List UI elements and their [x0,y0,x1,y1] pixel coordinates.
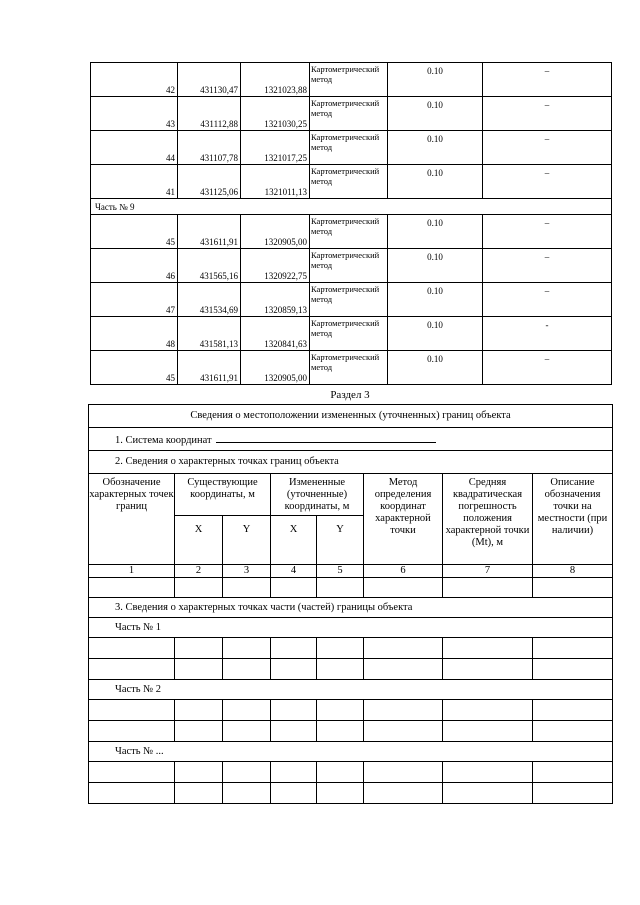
parts-section-label: 3. Сведения о характерных точках части (частей) границы объекта [89,598,613,618]
column-number: 1 [89,565,175,578]
x-coordinate: 431611,91 [178,215,241,249]
coordinate-row [91,283,612,317]
method-cell: Картометрический метод [310,97,388,131]
part-label: Часть № 1 [89,618,613,638]
empty-row [89,659,613,680]
y-coordinate: 1320922,75 [241,249,310,283]
method-cell: Картометрический метод [310,131,388,165]
method-cell: Картометрический метод [310,165,388,199]
section-title: Раздел 3 [330,389,370,401]
part-label: Часть № 2 [89,680,613,700]
x-coordinate: 431130,47 [178,63,241,97]
points-section-label: 2. Сведения о характерных точках границ объекта [89,451,613,474]
point-number: 44 [91,131,178,165]
point-number: 41 [91,165,178,199]
header-x-existing: X [175,516,223,565]
description-cell: – [483,97,612,131]
column-number: 8 [533,565,613,578]
column-number: 2 [175,565,223,578]
header-method: Метод определения координат характерной точки [364,474,443,565]
header-precision: Средняя квадратическая погрешность положения характерной точки (Mt), м [443,474,533,565]
x-coordinate: 431534,69 [178,283,241,317]
precision-cell: 0.10 [388,165,483,199]
empty-row [89,578,613,598]
y-coordinate: 1321023,88 [241,63,310,97]
method-cell: Картометрический метод [310,63,388,97]
method-cell: Картометрический метод [310,317,388,351]
coordinate-row [91,351,612,385]
part-row [91,199,612,215]
x-coordinate: 431125,06 [178,165,241,199]
description-cell: – [483,165,612,199]
y-coordinate: 1320859,13 [241,283,310,317]
point-number: 43 [91,97,178,131]
x-coordinate: 431611,91 [178,351,241,385]
description-cell: - [483,317,612,351]
coordinates-table [90,62,612,385]
method-cell: Картометрический метод [310,249,388,283]
point-number: 45 [91,215,178,249]
coord-system-blank [216,431,436,443]
precision-cell: 0.10 [388,131,483,165]
coordinate-row [91,63,612,97]
precision-cell: 0.10 [388,283,483,317]
column-number: 4 [271,565,317,578]
column-number: 3 [223,565,271,578]
method-cell: Картометрический метод [310,283,388,317]
x-coordinate: 431565,16 [178,249,241,283]
precision-cell: 0.10 [388,351,483,385]
precision-cell: 0.10 [388,63,483,97]
empty-row [89,700,613,721]
x-coordinate: 431112,88 [178,97,241,131]
point-number: 47 [91,283,178,317]
header-y-changed: Y [317,516,364,565]
column-number: 5 [317,565,364,578]
column-number: 7 [443,565,533,578]
coordinate-row [91,97,612,131]
point-number: 48 [91,317,178,351]
x-coordinate: 431581,13 [178,317,241,351]
empty-row [89,783,613,804]
method-cell: Картометрический метод [310,215,388,249]
coordinate-row [91,317,612,351]
y-coordinate: 1320905,00 [241,215,310,249]
header-point-designation: Обозначение характерных точек границ [89,474,175,565]
empty-row [89,762,613,783]
description-cell: – [483,283,612,317]
description-cell: – [483,131,612,165]
header-y-existing: Y [223,516,271,565]
empty-row [89,721,613,742]
coordinate-row [91,131,612,165]
coordinate-row [91,249,612,283]
description-cell: – [483,249,612,283]
y-coordinate: 1320841,63 [241,317,310,351]
part-label: Часть № ... [89,742,613,762]
y-coordinate: 1321030,25 [241,97,310,131]
precision-cell: 0.10 [388,249,483,283]
coordinate-row [91,215,612,249]
column-number: 6 [364,565,443,578]
precision-cell: 0.10 [388,97,483,131]
header-existing-coords: Существующие координаты, м [175,474,271,516]
coord-system-label: 1. Система координат [115,435,212,446]
section3-table [88,404,613,804]
coordinate-row [91,165,612,199]
y-coordinate: 1321017,25 [241,131,310,165]
section3-table-title: Сведения о местоположении измененных (уточненных) границ объекта [89,405,613,428]
coordinates-table-body [91,63,612,385]
point-number: 42 [91,63,178,97]
point-number: 46 [91,249,178,283]
method-cell: Картометрический метод [310,351,388,385]
header-changed-coords: Измененные (уточненные) координаты, м [271,474,364,516]
point-number: 45 [91,351,178,385]
part-label: Часть № 9 [91,199,612,215]
precision-cell: 0.10 [388,317,483,351]
description-cell: – [483,351,612,385]
empty-row [89,638,613,659]
y-coordinate: 1320905,00 [241,351,310,385]
header-description: Описание обозначения точки на местности (при наличии) [533,474,613,565]
description-cell: – [483,63,612,97]
y-coordinate: 1321011,13 [241,165,310,199]
precision-cell: 0.10 [388,215,483,249]
x-coordinate: 431107,78 [178,131,241,165]
coord-system-row [89,428,613,451]
description-cell: – [483,215,612,249]
header-x-changed: X [271,516,317,565]
